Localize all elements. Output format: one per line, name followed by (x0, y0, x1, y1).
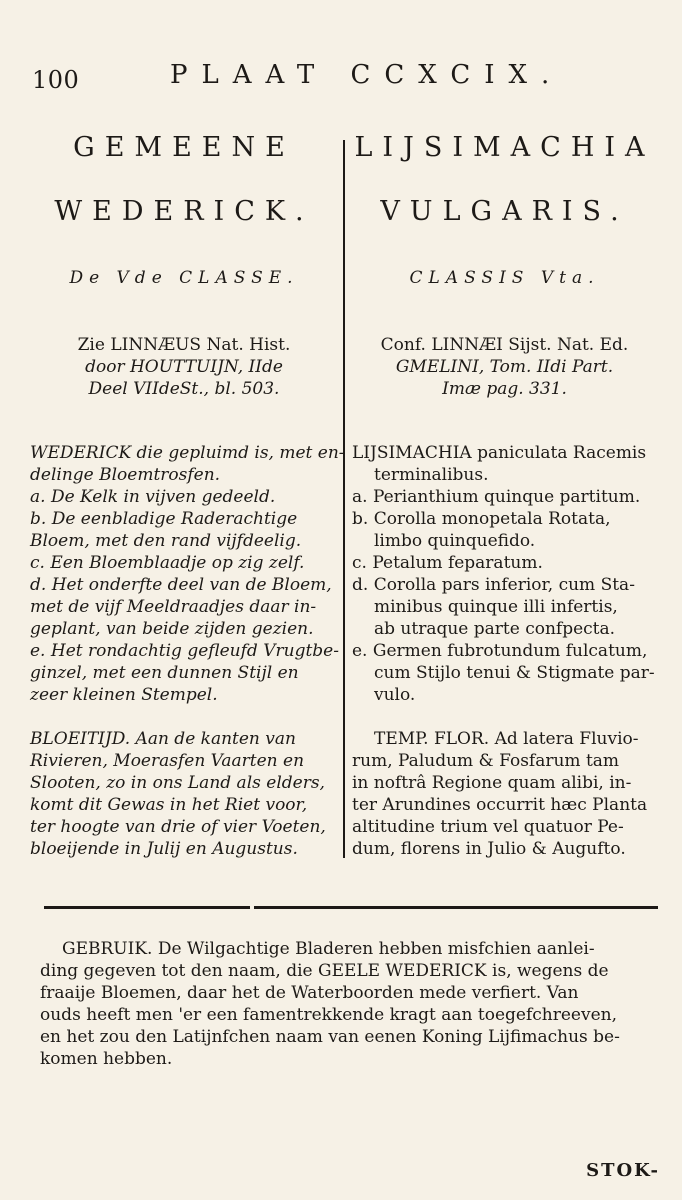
description-line: met de vijf Meeldraadjes daar in- (30, 597, 317, 617)
description-line: a. De Kelk in vijven gedeeld. (30, 487, 276, 507)
description-line: terminalibus. (374, 465, 489, 485)
section-rule-right (254, 906, 658, 909)
description-line: d. Corolla pars inferior, cum Sta- (352, 575, 635, 595)
temp-flor-line: in noftrâ Regione quam alibi, in- (352, 773, 632, 793)
description-line: geplant, van beide zijden gezien. (30, 619, 314, 639)
description-line: c. Petalum feparatum. (352, 553, 543, 573)
description-line: vulo. (374, 685, 416, 705)
dutch-reference-line: Zie LINNÆUS Nat. Hist. (77, 335, 291, 355)
dutch-description (30, 442, 345, 706)
description-line: b. Corolla monopetala Rotata, (352, 509, 611, 529)
gebruik-line: ding gegeven tot den naam, die GEELE WEDERICK is, wegens de (40, 961, 609, 981)
gebruik-line: komen hebben. (40, 1049, 173, 1069)
dutch-classe: De Vde CLASSE. (69, 268, 299, 288)
plate-title: PLAAT CCXCIX. (170, 60, 564, 90)
temp-flor-line: rum, Paludum & Fosfarum tam (352, 751, 620, 771)
gebruik-line: en het zou den Latijnfchen naam van eenen Koning Lijfimachus be- (40, 1027, 620, 1047)
description-line: c. Een Bloemblaadje op zig zelf. (30, 553, 305, 573)
latin-description (352, 442, 655, 706)
latin-reference-line: Imæ pag. 331. (442, 379, 567, 399)
description-line: ginzel, met een dunnen Stijl en (30, 663, 299, 683)
bloeitijd-line: bloeijende in Julij en Augustus. (30, 839, 298, 859)
description-line: delinge Bloemtrosfen. (30, 465, 221, 485)
temp-flor-line: ter Arundines occurrit hæc Planta (352, 795, 648, 815)
dutch-bloeitijd (30, 728, 326, 860)
gebruik-paragraph (40, 938, 658, 1070)
latin-reference (352, 334, 657, 400)
dutch-title-line1: GEMEENE (73, 132, 295, 163)
temp-flor-line: altitudine trium vel quatuor Pe- (352, 817, 624, 837)
description-line: e. Het rondachtig gefleufd Vrugtbe- (30, 641, 339, 661)
gebruik-line: GEBRUIK. De Wilgachtige Bladeren hebben misfchien aanlei- (62, 939, 595, 959)
temp-flor-line: dum, florens in Julio & Augufto. (352, 839, 626, 859)
page-number: 100 (32, 66, 80, 94)
dutch-reference-line: door HOUTTUIJN, IIde (85, 357, 283, 377)
dutch-reference (30, 334, 338, 400)
latin-classis: CLASSIS Vta. (409, 268, 600, 288)
dutch-title-line2: WEDERICK. (54, 196, 314, 227)
bloeitijd-line: BLOEITIJD. Aan de kanten van (30, 729, 296, 749)
gebruik-line: fraaije Bloemen, daar het de Waterboorden mede verfiert. Van (40, 983, 579, 1003)
latin-temp-flor (352, 728, 647, 860)
latin-title-line2: VULGARIS. (380, 196, 629, 227)
description-line: zeer kleinen Stempel. (30, 685, 218, 705)
bloeitijd-line: ter hoogte van drie of vier Voeten, (30, 817, 326, 837)
description-line: Bloem, met den rand vijfdeelig. (30, 531, 302, 551)
description-line: WEDERICK die gepluimd is, met en- (30, 443, 345, 463)
bloeitijd-line: Slooten, zo in ons Land als elders, (30, 773, 325, 793)
bloeitijd-line: Rivieren, Moerasfen Vaarten en (30, 751, 305, 771)
description-line: cum Stijlo tenui & Stigmate par- (374, 663, 655, 683)
dutch-reference-line: Deel VIIdeSt., bl. 503. (88, 379, 280, 399)
bloeitijd-line: komt dit Gewas in het Riet voor, (30, 795, 308, 815)
description-line: d. Het onderfte deel van de Bloem, (30, 575, 332, 595)
latin-reference-line: Conf. LINNÆI Sijst. Nat. Ed. (380, 335, 629, 355)
description-line: e. Germen fubrotundum fulcatum, (352, 641, 648, 661)
temp-flor-line: TEMP. FLOR. Ad latera Fluvio- (374, 729, 639, 749)
gebruik-line: ouds heeft men 'er een famentrekkende kragt aan toegefchreeven, (40, 1005, 617, 1025)
catchword: STOK- (586, 1160, 660, 1181)
section-rule-left (44, 906, 250, 909)
description-line: ab utraque parte confpecta. (374, 619, 616, 639)
description-line: LIJSIMACHIA paniculata Racemis (352, 443, 647, 463)
description-line: minibus quinque illi infertis, (374, 597, 618, 617)
description-line: b. De eenbladige Raderachtige (30, 509, 298, 529)
latin-title-line1: LIJSIMACHIA (354, 132, 655, 163)
description-line: a. Perianthium quinque partitum. (352, 487, 641, 507)
latin-reference-line: GMELINI, Tom. IIdi Part. (395, 357, 614, 377)
description-line: limbo quinquefido. (374, 531, 536, 551)
